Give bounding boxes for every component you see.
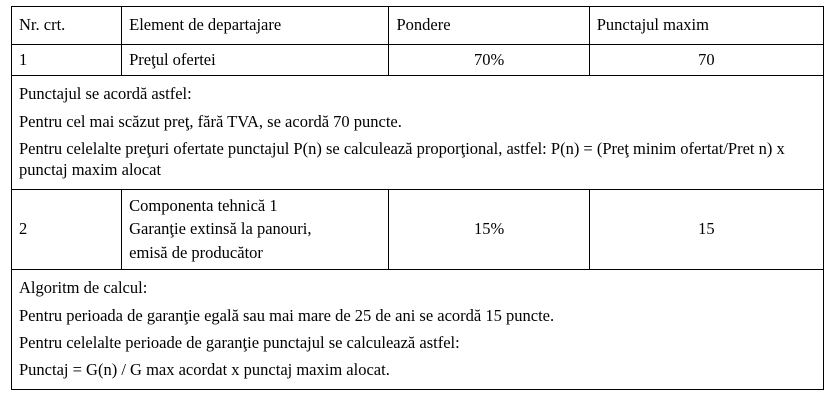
table-header-row (12, 7, 824, 45)
note-2-line-3: Pentru celelalte perioade de garanţie punctajul se calculează astfel: (19, 333, 460, 353)
note-1-line-2: Pentru cel mai scăzut preţ, fără TVA, se acordă 70 puncte. (19, 111, 402, 131)
row-1-pondere: 70% (389, 45, 589, 76)
row-2-punctaj: 15 (589, 189, 823, 269)
note-2-cell (12, 270, 824, 390)
note-2-line-4: Punctaj = G(n) / G max acordat x punctaj maxim alocat. (19, 360, 390, 380)
row-2-element-line-1: Componenta tehnică 1 (129, 195, 278, 215)
row-2-pondere: 15% (389, 189, 589, 269)
evaluation-criteria-table (11, 6, 824, 390)
row-1-nr: 1 (12, 45, 122, 76)
note-2-line-2: Pentru perioada de garanţie egală sau mai mare de 25 de ani se acordă 15 puncte. (19, 305, 555, 325)
row-1-punctaj: 70 (589, 45, 823, 76)
row-1-element: Preţul ofertei (122, 45, 389, 76)
column-header-punctaj: Punctajul maxim (589, 7, 823, 45)
column-header-nr: Nr. crt. (12, 7, 122, 45)
note-1-line-3: Pentru celelalte preţuri ofertate punctajul P(n) se calculează proporţional, astfel: P(n) = (Preţ minim ofertat/Pret n) x punctaj maxim alocat (19, 138, 785, 180)
table-note-row-1 (12, 76, 824, 190)
note-1-cell (12, 76, 824, 190)
note-1-line-1: Punctajul se acordă astfel: (19, 84, 192, 104)
column-header-element: Element de departajare (122, 7, 389, 45)
note-2-line-1: Algoritm de calcul: (19, 278, 148, 298)
table-row (12, 189, 824, 269)
row-2-nr: 2 (12, 189, 122, 269)
row-2-element (122, 189, 389, 269)
column-header-pondere: Pondere (389, 7, 589, 45)
row-2-element-line-3: emisă de producător (129, 242, 263, 262)
row-2-element-line-2: Garanţie extinsă la panouri, (129, 219, 312, 239)
table-row (12, 45, 824, 76)
table-note-row-2 (12, 270, 824, 390)
